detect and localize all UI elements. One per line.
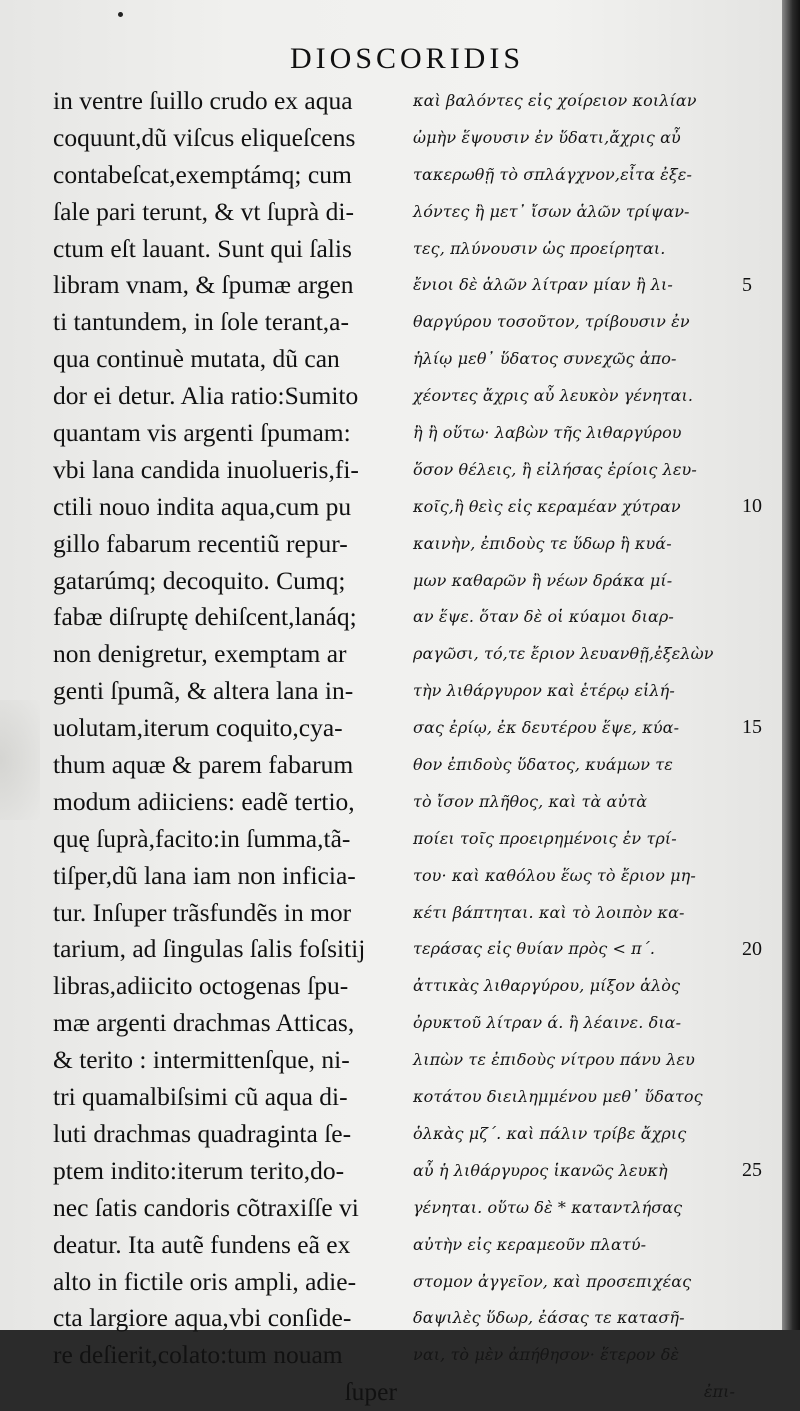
latin-line: mæ argenti drachmas Atticas, xyxy=(53,1008,355,1038)
greek-line: ὀρυκτοῦ λίτραν ά. ἢ λέαινε. δια- xyxy=(413,1013,682,1033)
latin-line: cta largiore aqua,vbi conſide- xyxy=(53,1303,352,1333)
greek-line: ἐπι- xyxy=(703,1382,735,1402)
latin-line: in ventre ſuillo crudo ex aqua xyxy=(53,86,353,115)
line-number: 5 xyxy=(742,273,752,296)
greek-line: ἢ ἢ οὕτω· λαβὼν τῆς λιθαργύρου xyxy=(413,423,682,443)
page-stain xyxy=(0,700,40,820)
line-number: 25 xyxy=(742,1159,762,1182)
greek-line: του· καὶ καθόλου ἕως τὸ ἔριον μη- xyxy=(413,865,696,885)
latin-line: tiſper,dũ lana iam non inficia- xyxy=(53,860,356,890)
greek-line: κοτάτου διειλημμένου μεθ᾽ ὕδατος xyxy=(413,1087,703,1107)
latin-line: genti ſpumã, & altera lana in- xyxy=(53,676,354,706)
greek-line: τὸ ἴσον πλῆθος, καὶ τὰ αὐτὰ xyxy=(413,791,648,811)
greek-line: χέοντες ἄχρις αὖ λευκὸν γένηται. xyxy=(413,386,694,406)
greek-line: ἡλίῳ μεθ᾽ ὕδατος συνεχῶς ἀπο- xyxy=(413,349,677,369)
latin-line: tarium, ad ſingulas ſalis foſsitij xyxy=(53,934,366,964)
latin-line: ctum eſt lauant. Sunt qui ſalis xyxy=(53,233,352,263)
latin-line: ctili nouo indita aqua,cum pu xyxy=(53,491,352,521)
latin-line: contabeſcat,exemptámq; cum xyxy=(53,159,352,189)
latin-line: thum aquæ & parem fabarum xyxy=(53,750,354,780)
latin-line: modum adiiciens: eadẽ tertio, xyxy=(53,786,355,816)
latin-line: gillo fabarum recentiũ repur- xyxy=(53,528,348,558)
latin-line: coquunt,dũ viſcus eliqueſcens xyxy=(53,122,356,152)
line-number: 10 xyxy=(742,494,762,517)
latin-line: re deſierit,colato:tum nouam xyxy=(53,1340,343,1370)
greek-line: ναι, τὸ μὲν ἀπήθησον· ἕτερον δὲ xyxy=(413,1345,680,1365)
greek-line: ἀττικὰς λιθαργύρου, μίξον ἁλὸς xyxy=(413,976,681,996)
latin-line: tur. Inſuper trãsfundẽs in mor xyxy=(53,897,352,927)
greek-line: στομον ἀγγεῖον, καὶ προσεπιχέας xyxy=(413,1271,692,1291)
latin-line: ſale pari terunt, & vt ſuprà di- xyxy=(53,196,354,226)
latin-line: tri quamalbiſsimi cũ aqua di- xyxy=(53,1082,348,1112)
greek-line: σας ἐρίῳ, ἐκ δευτέρου ἕψε, κύα- xyxy=(413,718,680,738)
latin-line: ſuper xyxy=(344,1377,397,1407)
latin-line: libras,adiicito octogenas ſpu- xyxy=(53,971,349,1001)
greek-line: μων καθαρῶν ἢ νέων δράκα μί- xyxy=(413,570,673,590)
line-number: 15 xyxy=(742,716,762,739)
latin-line: fabæ diſruptę dehiſcent,lanáq; xyxy=(53,602,357,632)
greek-line: αν ἕψε. ὅταν δὲ οἱ κύαμοι διαρ- xyxy=(413,607,674,627)
latin-line: qua continuè mutata, dũ can xyxy=(53,344,340,374)
greek-line: τακερωθῇ τὸ σπλάγχνον,εἶτα ἐξε- xyxy=(413,164,692,184)
greek-line: θον ἐπιδοὺς ὕδατος, κυάμων τε xyxy=(413,755,673,775)
latin-line: quę ſuprà,facito:in ſumma,tã- xyxy=(53,823,351,853)
latin-line: ti tantundem, in ſole terant,a- xyxy=(53,307,349,337)
latin-text-column xyxy=(53,83,403,1411)
greek-line: θαργύρου τοσοῦτον, τρίβουσιν ἐν xyxy=(413,312,690,332)
latin-line: uolutam,iterum coquito,cya- xyxy=(53,713,343,743)
greek-line: ραγῶσι, τό,τε ἔριον λευανθῇ,ἐξελὼν xyxy=(413,644,714,664)
greek-line: καινὴν, ἐπιδοὺς τε ὕδωρ ἢ κυά- xyxy=(413,533,672,553)
greek-line: ὅσον θέλεις, ἢ εἰλήσας ἐρίοις λευ- xyxy=(413,459,697,479)
latin-line: alto in fictile oris ampli, adie- xyxy=(53,1266,357,1296)
running-header: DIOSCORIDIS xyxy=(290,42,525,75)
greek-line: λόντες ἢ μετ᾽ ἴσων ἁλῶν τρίψαν- xyxy=(413,201,690,221)
latin-line: quantam vis argenti ſpumam: xyxy=(53,418,351,448)
greek-line: ὁλκὰς μζ΄. καὶ πάλιν τρίβε ἄχρις xyxy=(413,1123,687,1143)
greek-line: τὴν λιθάργυρον καὶ ἑτέρῳ εἰλή- xyxy=(413,681,675,701)
page-edge-shadow xyxy=(782,0,800,1330)
latin-line: libram vnam, & ſpumæ argen xyxy=(53,270,354,300)
greek-line: τεράσας εἰς θυίαν πρὸς < π΄. xyxy=(413,939,656,959)
greek-text-column xyxy=(413,83,743,1411)
latin-line: deatur. Ita autẽ fundens eã ex xyxy=(53,1229,351,1259)
latin-line: dor ei detur. Alia ratio:Sumito xyxy=(53,381,359,411)
latin-line: & terito : intermittenſque, ni- xyxy=(53,1045,350,1075)
greek-line: αὐτὴν εἰς κεραμεοῦν πλατύ- xyxy=(413,1234,647,1254)
greek-line: τες, πλύνουσιν ὡς προείρηται. xyxy=(413,238,666,258)
greek-line: ποίει τοῖς προειρημένοις ἐν τρί- xyxy=(413,828,677,848)
greek-line: δαψιλὲς ὕδωρ, ἐάσας τε κατασῆ- xyxy=(413,1308,685,1328)
latin-line: nec ſatis candoris cõtraxiſſe vi xyxy=(53,1192,359,1222)
latin-line: luti drachmas quadraginta ſe- xyxy=(53,1118,352,1148)
latin-line: ptem indito:iterum terito,do- xyxy=(53,1155,345,1185)
printer-mark xyxy=(118,12,123,17)
greek-line: ἔνιοι δὲ ἁλῶν λίτραν μίαν ἢ λι- xyxy=(413,275,673,295)
greek-line: λιπὼν τε ἐπιδοὺς νίτρου πάνυ λευ xyxy=(413,1050,695,1070)
greek-line: καὶ βαλόντες εἰς χοίρειον κοιλίαν xyxy=(413,91,697,110)
greek-line: γένηται. οὕτω δὲ * καταντλήσας xyxy=(413,1197,683,1217)
line-number: 20 xyxy=(742,937,762,960)
greek-line: αὖ ἡ λιθάργυρος ἱκανῶς λευκὴ xyxy=(413,1160,668,1180)
latin-line: non denigretur, exemptam ar xyxy=(53,639,347,669)
greek-line: κέτι βάπτηται. καὶ τὸ λοιπὸν κα- xyxy=(413,902,685,922)
latin-line: vbi lana candida inuolueris,fi- xyxy=(53,454,359,484)
greek-line: κοῖς,ἢ θεὶς εἰς κεραμέαν χύτραν xyxy=(413,496,681,516)
greek-line: ὠμὴν ἕψουσιν ἐν ὕδατι,ἄχρις αὖ xyxy=(413,127,681,147)
latin-line: gatarúmq; decoquito. Cumq; xyxy=(53,565,346,595)
